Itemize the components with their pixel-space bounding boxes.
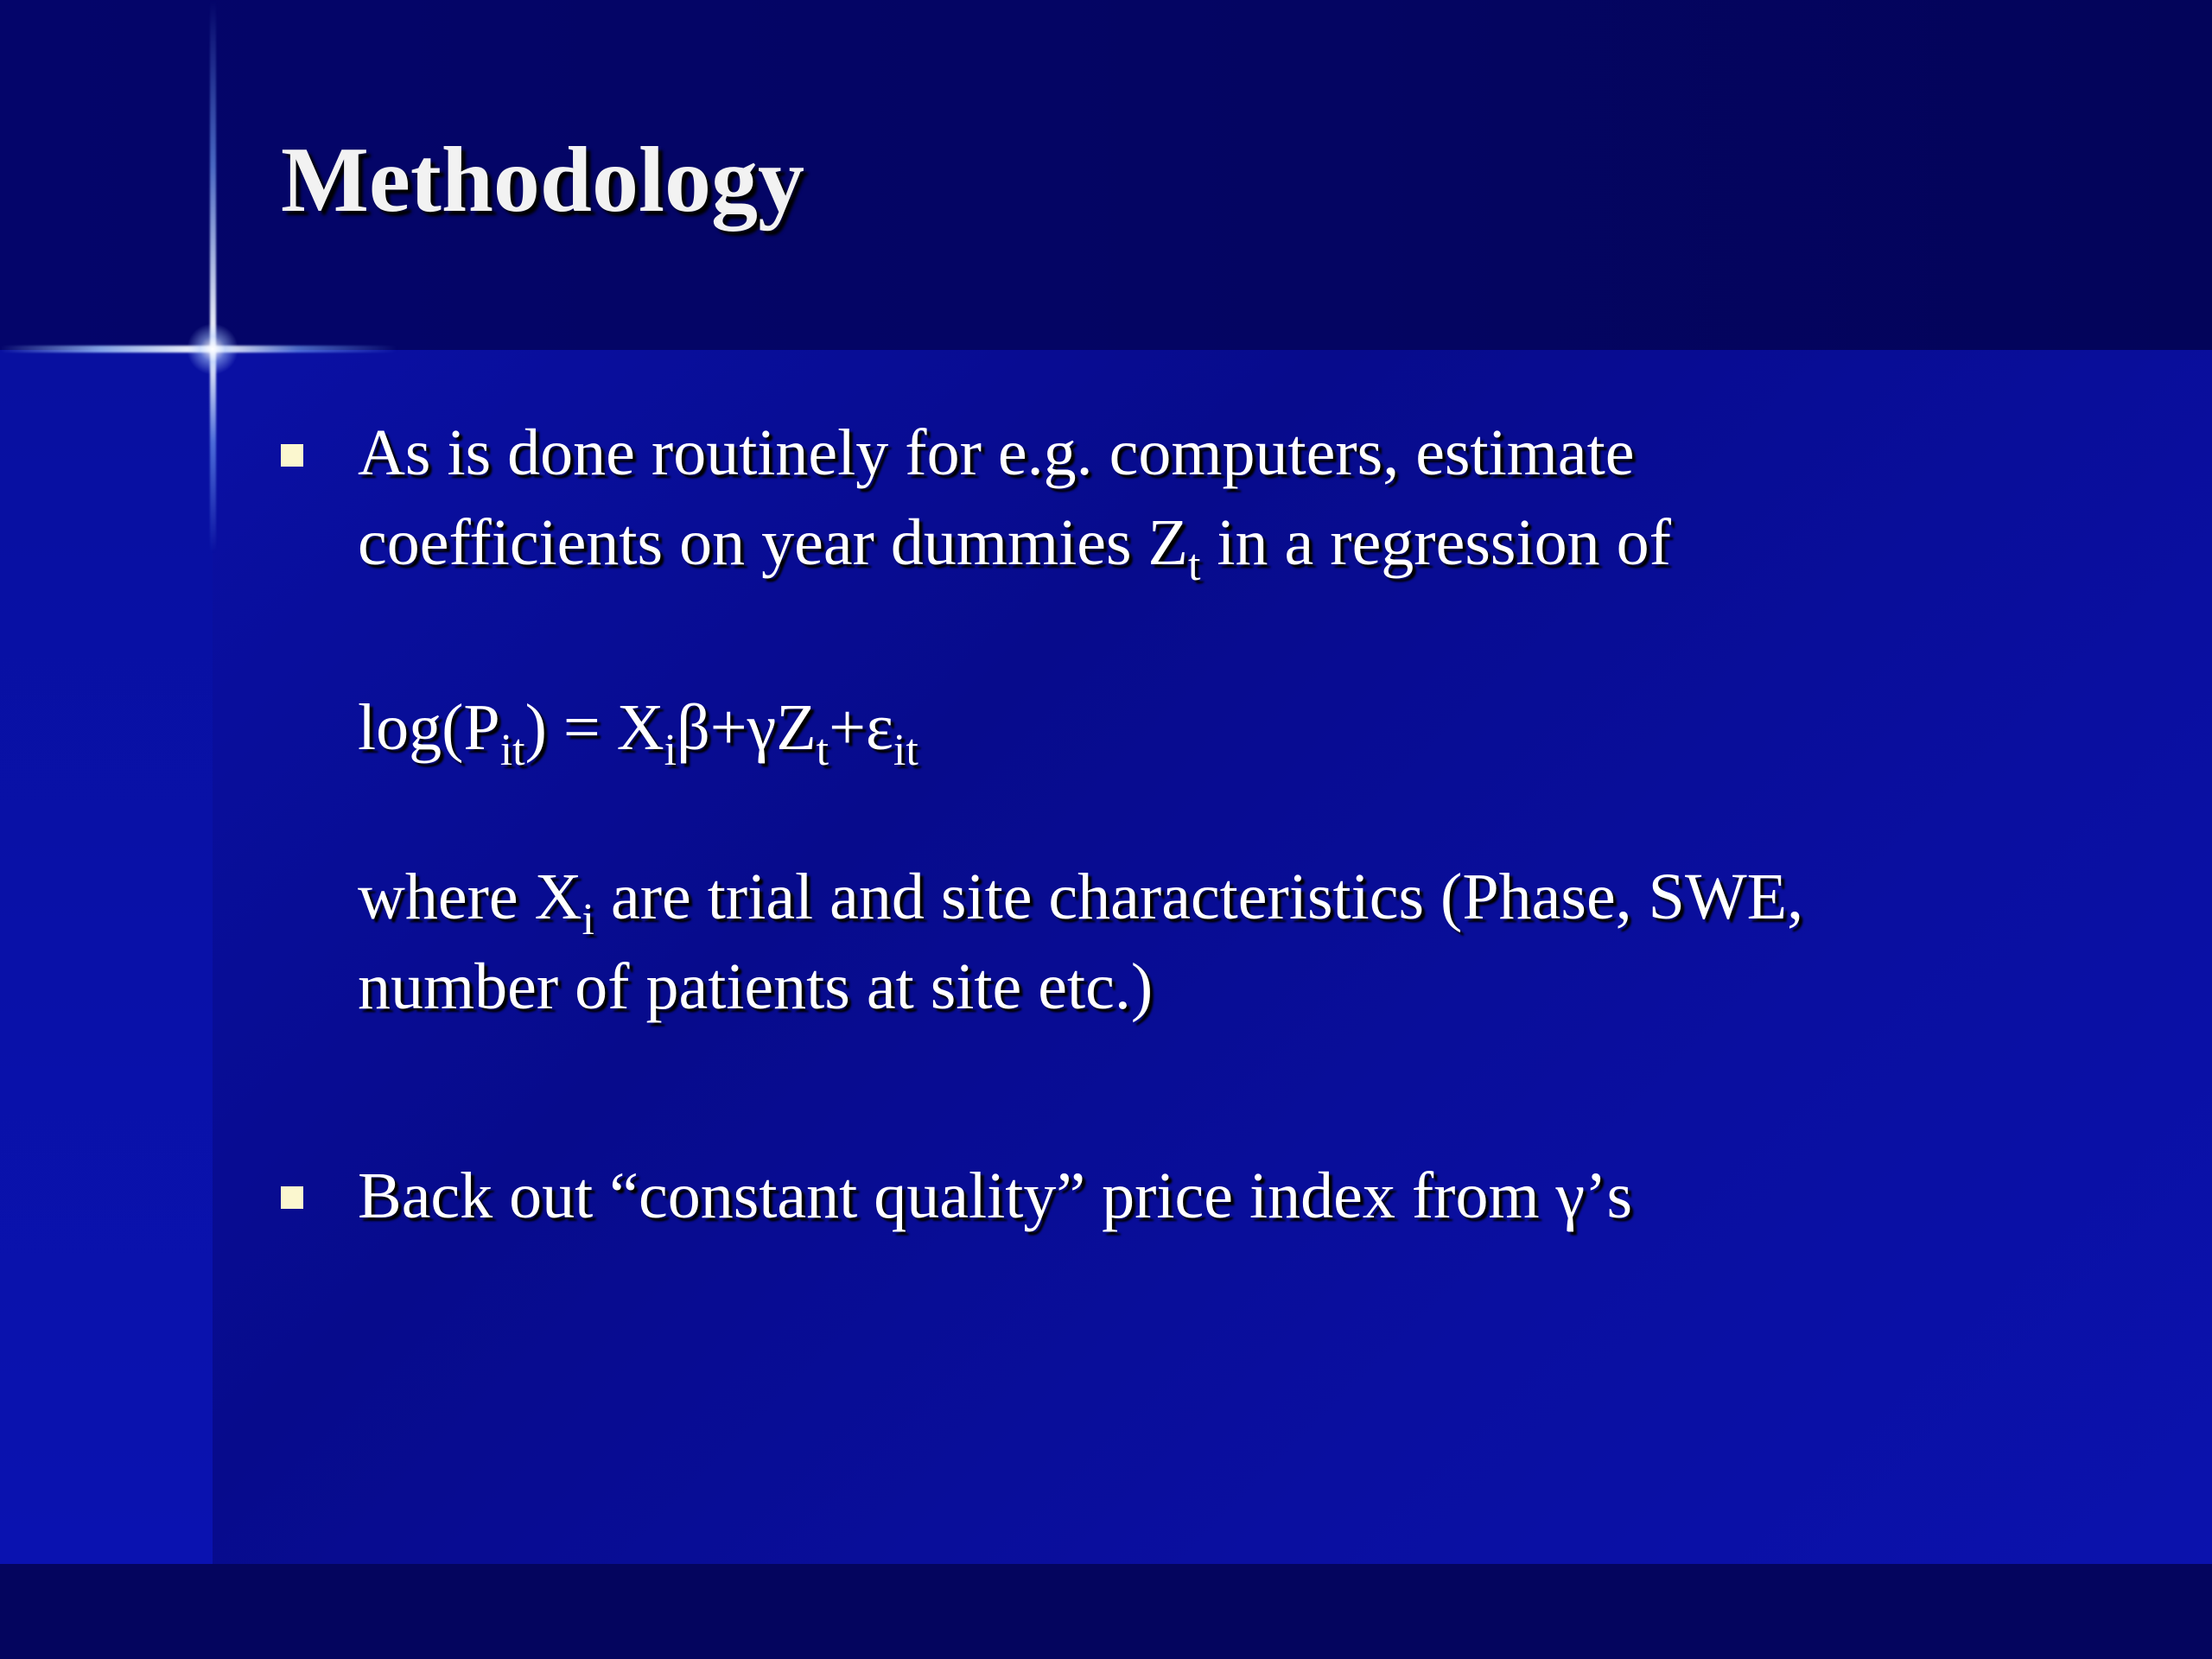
where-line1-post: are trial and site characteristics (Phase, SWE,: [594, 861, 1804, 933]
bullet1-line2-sub: t: [1187, 541, 1201, 590]
equation-part-2: ) = X: [524, 691, 664, 764]
bullet-square-icon: [281, 1186, 303, 1209]
bullet1-line2: [358, 498, 1671, 588]
equation-sub-4: it: [893, 726, 918, 775]
equation-sub-1: it: [499, 726, 525, 775]
equation-part-3: β+γZ: [677, 691, 817, 764]
bullet1-line1: As is done routinely for e.g. computers, estimate: [358, 416, 1635, 489]
bullet-square-icon: [281, 444, 303, 467]
regression-equation: [358, 683, 918, 775]
bullet1-line2-post: in a regression of: [1200, 506, 1671, 579]
bullet2-text: Back out “constant quality” price index from γ’s: [358, 1160, 1633, 1232]
where-line1: [358, 852, 1803, 942]
light-flare-vertical: [210, 0, 216, 553]
slide-title: Methodology: [281, 129, 804, 232]
light-flare-glow: [187, 323, 238, 375]
equation-part-1: log(P: [358, 691, 500, 764]
where-line1-sub: i: [582, 895, 594, 944]
where-line1-pre: where X: [358, 861, 582, 933]
left-strip-background: [0, 350, 213, 1564]
equation-part-4: +ε: [829, 691, 893, 764]
equation-sub-3: t: [816, 726, 830, 775]
bullet1-line2-pre: coefficients on year dummies Z: [358, 506, 1188, 579]
where-line2: number of patients at site etc.): [358, 950, 1154, 1023]
bottom-band-background: [0, 1564, 2212, 1659]
equation-sub-2: i: [664, 726, 677, 775]
